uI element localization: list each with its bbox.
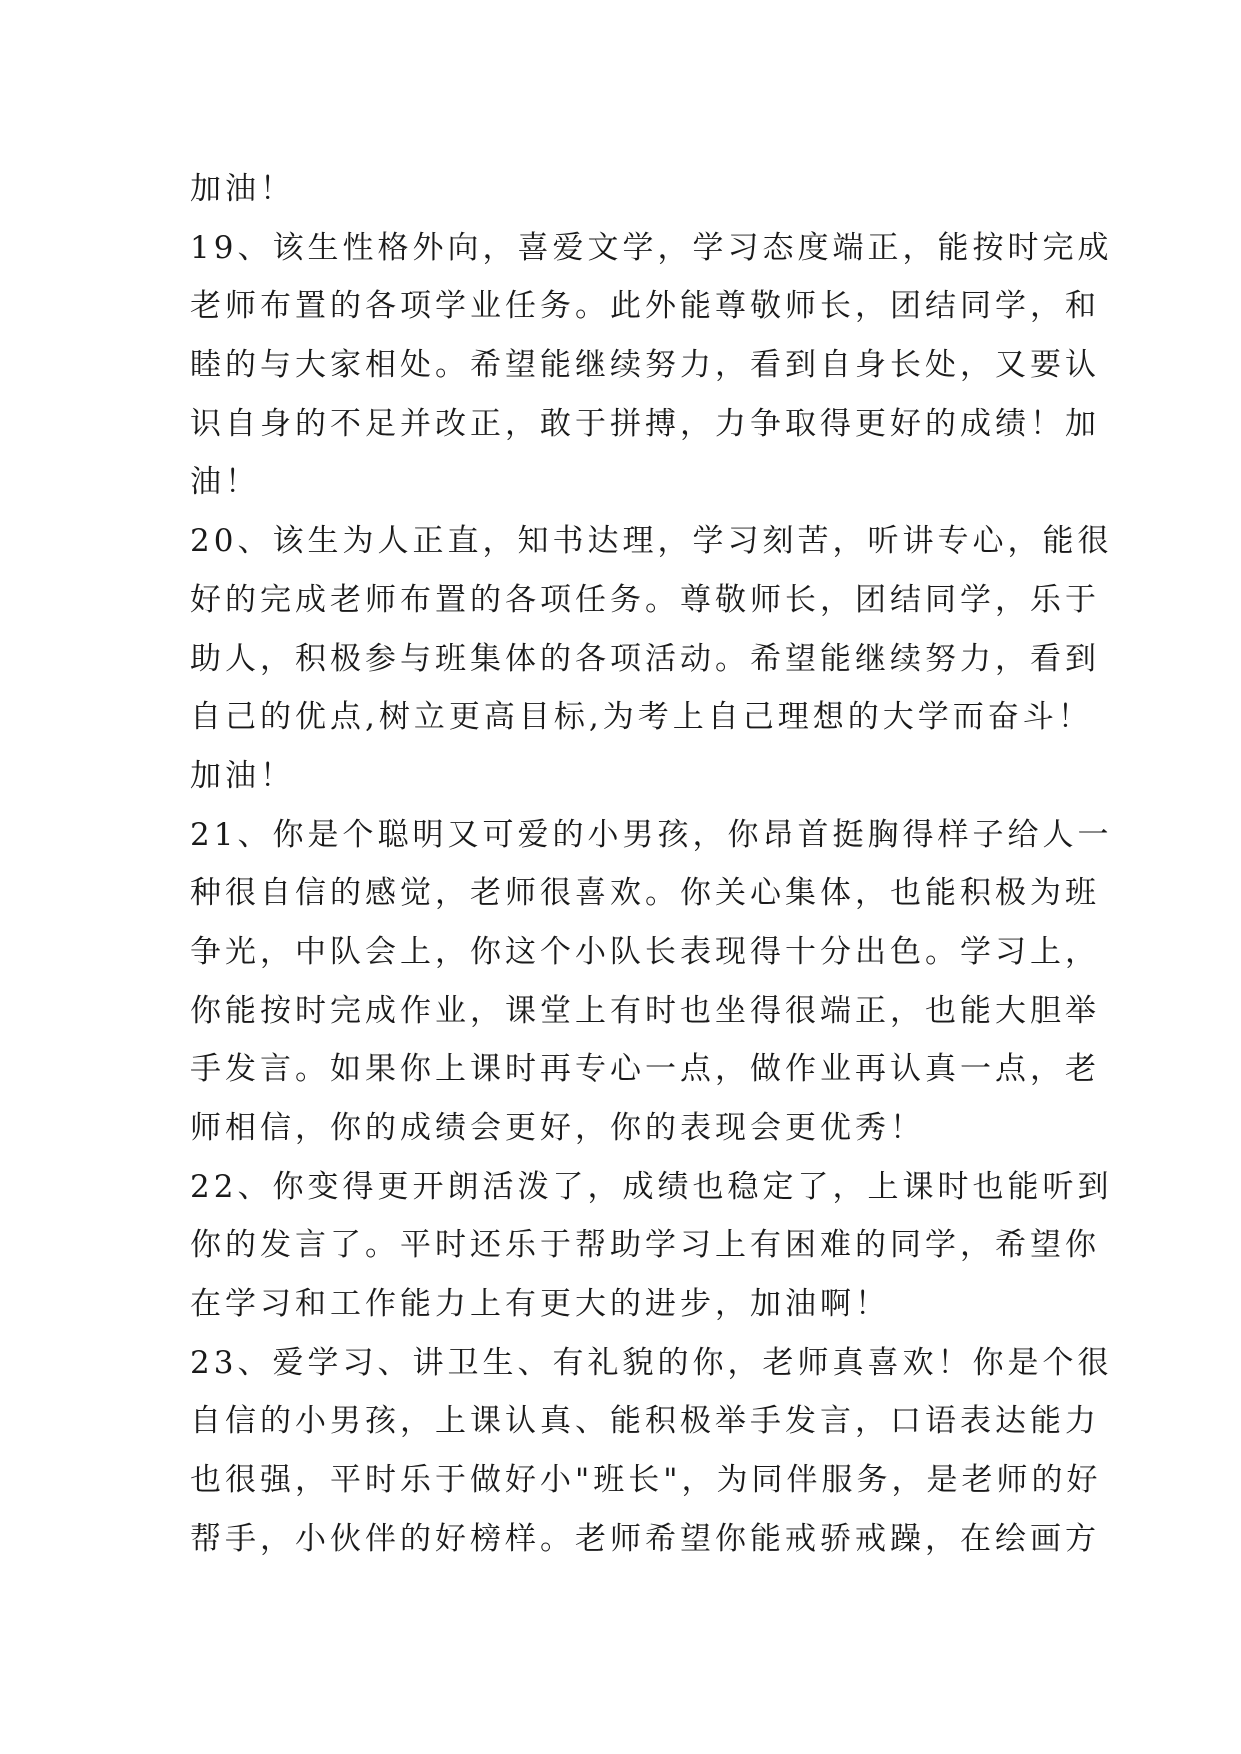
text-line: 加油！ [190, 757, 295, 794]
text-line: 自信的小男孩，上课认真、能积极举手发言，口语表达能力 [190, 1403, 1100, 1440]
text-line: 老师布置的各项学业任务。此外能尊敬师长，团结同学，和 [190, 288, 1100, 325]
text-line: 争光，中队会上，你这个小队长表现得十分出色。学习上， [190, 933, 1100, 970]
text-line: 睦的与大家相处。希望能继续努力，看到自身长处，又要认 [190, 347, 1100, 384]
body-text [190, 160, 1113, 1569]
text-line: 好的完成老师布置的各项任务。尊敬师长，团结同学，乐于 [190, 581, 1100, 618]
text-line: 油！ [190, 464, 260, 501]
text-line: 手发言。如果你上课时再专心一点，做作业再认真一点，老 [190, 1051, 1100, 1088]
text-line: 加油！ [190, 171, 295, 207]
text-line: 师相信，你的成绩会更好，你的表现会更优秀！ [190, 1110, 925, 1146]
text-line: 20、该生为人正直，知书达理，学习刻苦，听讲专心，能很 [190, 523, 1113, 560]
text-line: 自己的优点,树立更高目标,为考上自己理想的大学而奋斗！ [190, 699, 1093, 736]
text-line: 也很强，平时乐于做好小"班长"，为同伴服务，是老师的好 [190, 1462, 1102, 1499]
text-line: 帮手，小伙伴的好榜样。老师希望你能戒骄戒躁，在绘画方 [190, 1520, 1100, 1557]
text-line: 19、该生性格外向，喜爱文学，学习态度端正，能按时完成 [190, 229, 1113, 266]
text-line: 23、爱学习、讲卫生、有礼貌的你，老师真喜欢！你是个很 [190, 1344, 1113, 1381]
text-line: 助人，积极参与班集体的各项活动。希望能继续努力，看到 [190, 640, 1100, 677]
text-line: 22、你变得更开朗活泼了，成绩也稳定了，上课时也能听到 [190, 1168, 1113, 1205]
text-line: 识自身的不足并改正，敢于拼搏，力争取得更好的成绩！加 [190, 405, 1100, 442]
text-line: 在学习和工作能力上有更大的进步，加油啊！ [190, 1286, 890, 1323]
text-line: 21、你是个聪明又可爱的小男孩，你昂首挺胸得样子给人一 [190, 816, 1113, 853]
text-line: 你能按时完成作业，课堂上有时也坐得很端正，也能大胆举 [190, 992, 1100, 1029]
text-line: 种很自信的感觉，老师很喜欢。你关心集体，也能积极为班 [190, 875, 1100, 912]
text-line: 你的发言了。平时还乐于帮助学习上有困难的同学，希望你 [190, 1227, 1100, 1264]
